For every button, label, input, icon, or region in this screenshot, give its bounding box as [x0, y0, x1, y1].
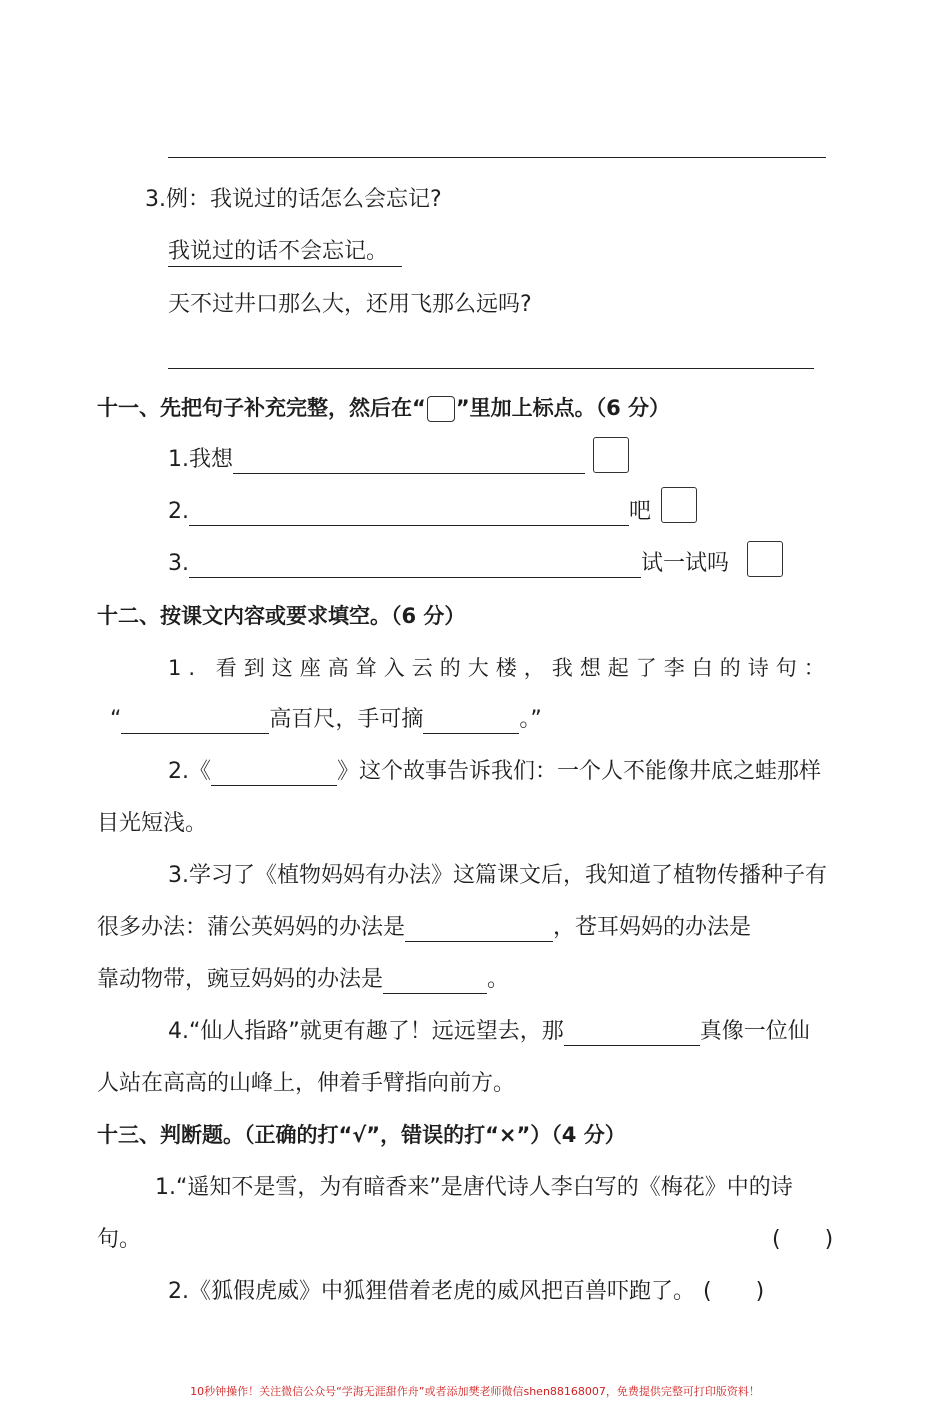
q3-example: 3.例：我说过的话怎么会忘记?	[145, 187, 442, 212]
s11-item-3-tail: 试一试吗	[641, 551, 730, 576]
s12-q3-line3-pre: 靠动物带，豌豆妈妈的办法是	[97, 967, 384, 992]
s12-q4-post: 真像一位仙	[699, 1019, 810, 1044]
s11-item-2-punct-box[interactable]	[661, 487, 697, 523]
s13-q2-paren[interactable]: ( )	[703, 1279, 765, 1304]
s11-item-2-blank[interactable]	[189, 503, 629, 526]
s12-q2-line2: 目光短浅。	[97, 811, 208, 836]
s12-q4-line2: 人站在高高的山峰上，伸着手臂指向前方。	[97, 1071, 516, 1096]
s12-q2-blank[interactable]	[211, 763, 337, 786]
s11-item-1-punct-box[interactable]	[593, 437, 629, 473]
s12-q2-post: 》这个故事告诉我们：一个人不能像井底之蛙那样	[337, 759, 822, 784]
s12-q3-blank-1[interactable]	[405, 919, 553, 942]
s12-q3-line3	[97, 966, 509, 994]
section-12-title: 十二、按课文内容或要求填空。（6 分）	[97, 604, 466, 628]
s11-item-1	[168, 446, 585, 474]
section-11-title	[97, 394, 670, 422]
s11-item-2-tail: 吧	[629, 499, 652, 524]
s12-q1-line1: 1. 看到这座高耸入云的大楼，我想起了李白的诗句：	[168, 656, 832, 680]
s12-q3-line2-pre: 很多办法：蒲公英妈妈的办法是	[97, 915, 406, 940]
s12-q4-pre: 4.“仙人指路”就更有趣了！远远望去，那	[168, 1019, 564, 1044]
s12-q3-line2	[97, 914, 751, 942]
s12-q4-line1	[168, 1018, 810, 1046]
s11-item-3-lead: 3.	[168, 551, 189, 576]
punctuation-box-icon	[427, 396, 455, 422]
s13-q2-text: 2.《狐假虎威》中狐狸借着老虎的威风把百兽吓跑了。	[168, 1279, 695, 1304]
s13-q2	[168, 1278, 764, 1306]
q3-example-answer: 我说过的话不会忘记。	[168, 238, 402, 267]
s12-q1-mid: 高百尺，手可摘	[269, 707, 424, 732]
q3-answer-line[interactable]	[168, 368, 814, 369]
s12-q3-line1: 3.学习了《植物妈妈有办法》这篇课文后，我知道了植物传播种子有	[168, 863, 827, 888]
s11-item-3-punct-box[interactable]	[747, 541, 783, 577]
s13-q1-line2: 句。	[97, 1227, 142, 1252]
s12-q1-open: “	[110, 707, 122, 732]
q3-prompt: 天不过井口那么大，还用飞那么远吗?	[168, 292, 532, 317]
s12-q1-blank-1[interactable]	[121, 711, 269, 734]
s13-q1-line1: 1.“遥知不是雪，为有暗香来”是唐代诗人李白写的《梅花》中的诗	[155, 1175, 793, 1200]
s13-q1-paren[interactable]: ( )	[772, 1227, 834, 1252]
section-11-title-pre: 十一、先把句子补充完整，然后在“	[97, 396, 426, 420]
s12-q3-line2-post: ，苍耳妈妈的办法是	[553, 915, 752, 940]
section-13-title: 十三、判断题。（正确的打“√”，错误的打“×”）（4 分）	[97, 1123, 626, 1147]
s12-q4-blank[interactable]	[564, 1023, 700, 1046]
s11-item-3-blank[interactable]	[189, 555, 641, 578]
s12-q2-pre: 2.《	[168, 759, 211, 784]
s11-item-2	[168, 498, 651, 526]
s12-q1-blank-2[interactable]	[423, 711, 519, 734]
s11-item-1-lead: 1.我想	[168, 447, 233, 472]
answer-line-top	[168, 157, 826, 158]
footer-promo: 10秒钟操作！关注微信公众号“学海无涯甜作舟”或者添加樊老师微信shen88168007，免费提供完整可打印版资料！	[190, 1385, 760, 1398]
s12-q3-blank-2[interactable]	[383, 971, 487, 994]
section-11-title-post: ”里加上标点。（6 分）	[455, 396, 671, 420]
s12-q3-line3-post: 。	[487, 967, 510, 992]
s12-q1-line2	[110, 706, 542, 734]
s11-item-3	[168, 550, 729, 578]
s12-q1-close: 。”	[519, 707, 542, 732]
s11-item-1-blank[interactable]	[233, 451, 585, 474]
s11-item-2-lead: 2.	[168, 499, 189, 524]
s12-q2-line1	[168, 758, 821, 786]
